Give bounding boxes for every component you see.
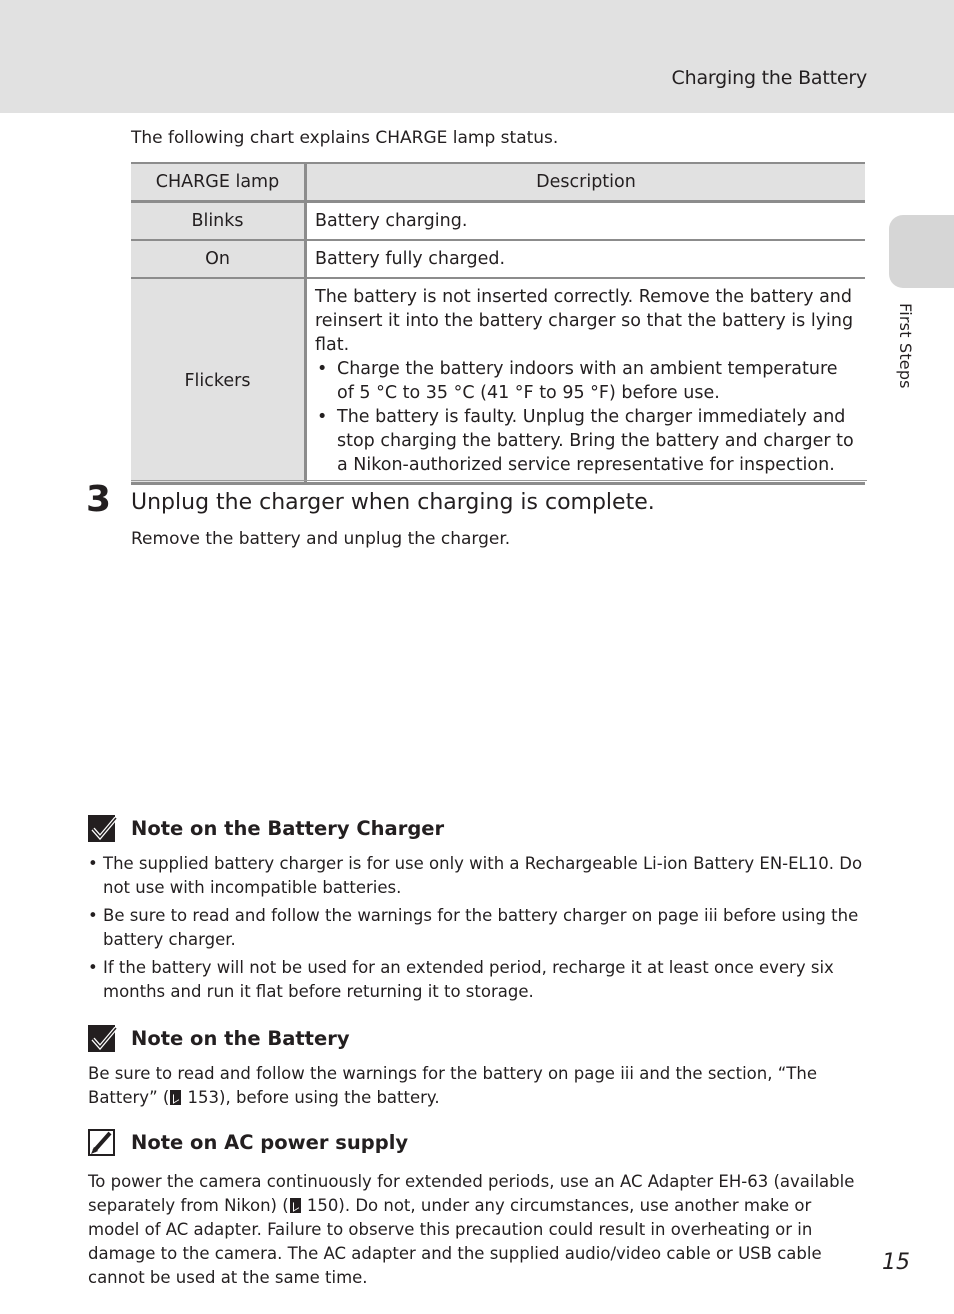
intro-text: The following chart explains CHARGE lamp status. — [131, 128, 559, 148]
header-band — [0, 0, 954, 113]
description-bullet — [315, 357, 857, 405]
column-header-description: Description — [306, 163, 866, 202]
table-row — [131, 202, 865, 241]
charge-lamp-table — [131, 162, 865, 485]
list-item: • If the battery will not be used for an extended period, recharge it at least once every six months and run it flat before returning it to storage. — [88, 956, 866, 1004]
table-row — [131, 240, 865, 278]
note-ac-power — [88, 1129, 866, 1290]
list-item: • Be sure to read and follow the warnings for the battery charger on page iii before using the battery charger. — [88, 904, 866, 952]
note-body: Be sure to read and follow the warnings for the battery on page iii and the section, “The Battery” ( 153), before using the battery. — [88, 1064, 817, 1107]
description-cell: Battery fully charged. — [315, 249, 506, 269]
bullet-icon: • — [88, 906, 98, 925]
check-icon — [88, 1025, 118, 1053]
side-tab-label: First Steps — [896, 303, 915, 389]
table-row — [131, 278, 865, 484]
page-reference-icon — [170, 1090, 181, 1105]
page-reference-icon — [290, 1198, 301, 1213]
note-bullet-list — [88, 852, 866, 1004]
note-title: Note on AC power supply — [131, 1131, 409, 1154]
description-text: The battery is not inserted correctly. Remove the battery and reinsert it into the battery charger so that the battery is lying flat. — [315, 287, 854, 355]
bullet-icon: • — [88, 958, 98, 977]
step-title: Unplug the charger when charging is complete. — [131, 490, 655, 515]
page-number: 15 — [882, 1250, 910, 1275]
side-tab — [889, 215, 954, 288]
note-title: Note on the Battery — [131, 1027, 350, 1050]
list-item: • The supplied battery charger is for use only with a Rechargeable Li-ion Battery EN-EL10. Do not use with incompatible batteries. — [88, 852, 866, 900]
step-text: Remove the battery and unplug the charger. — [131, 529, 511, 549]
description-bullet — [315, 405, 857, 477]
note-title: Note on the Battery Charger — [131, 817, 445, 840]
step-number: 3 — [86, 479, 112, 520]
bullet-icon: • — [317, 359, 328, 379]
lamp-cell: Flickers — [131, 278, 306, 484]
step-divider — [131, 480, 867, 481]
check-icon — [88, 815, 118, 843]
column-header-lamp: CHARGE lamp — [131, 163, 306, 202]
lamp-cell: Blinks — [131, 202, 306, 241]
bullet-icon: • — [88, 854, 98, 873]
lamp-cell: On — [131, 240, 306, 278]
note-battery — [88, 1025, 866, 1110]
section-title: Charging the Battery — [671, 67, 867, 89]
bullet-icon: • — [317, 407, 328, 427]
bullet-text: The battery is faulty. Unplug the charger immediately and stop charging the battery. Bring the battery and charger to a Nikon-authorized service representative for inspection. — [337, 407, 854, 475]
bullet-text: Charge the battery indoors with an ambient temperature of 5 °C to 35 °C (41 °F to 95 °F) before use. — [337, 359, 838, 403]
table-header-row — [131, 163, 865, 202]
description-cell: Battery charging. — [315, 211, 468, 231]
pencil-icon — [88, 1129, 118, 1157]
note-battery-charger — [88, 815, 866, 1008]
note-body: To power the camera continuously for extended periods, use an AC Adapter EH-63 (available separately from Nikon) ( 150). Do not, under any circumstances, use another make or model of AC adapter. Failure to observe this precaution could result in overheating or in damage to the camera. The AC adapter and the supplied audio/video cable or USB cable cannot be used at the same time. — [88, 1172, 855, 1287]
description-cell — [306, 278, 866, 484]
